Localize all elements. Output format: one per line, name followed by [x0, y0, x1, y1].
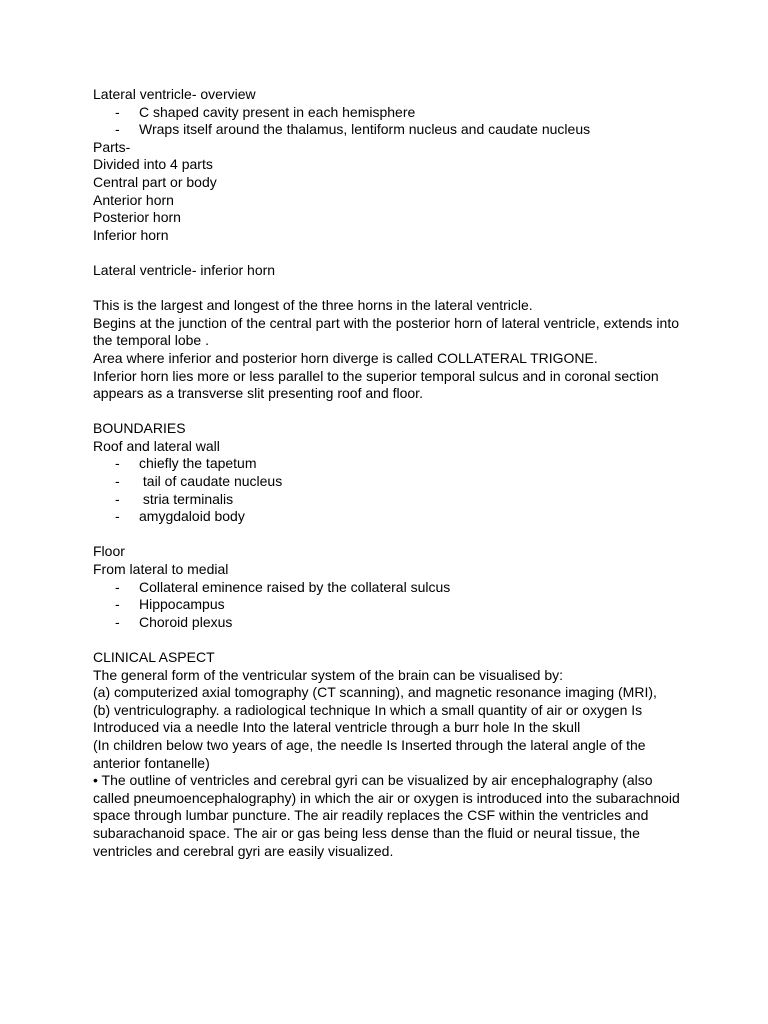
list-item [93, 508, 683, 526]
overview-bullet: C shaped cavity present in each hemisphere [139, 103, 416, 120]
spacer [93, 280, 683, 298]
clinical-heading: CLINICAL ASPECT [93, 649, 215, 665]
parts-heading: Parts- [93, 138, 131, 155]
list-item [93, 473, 683, 491]
parts-line: Posterior horn [93, 209, 181, 226]
parts-line: Divided into 4 parts [93, 156, 213, 173]
clinical-paragraph: The general form of the ventricular system of the brain can be visualised by: [93, 666, 564, 683]
list-item [93, 491, 683, 509]
spacer [93, 631, 683, 649]
bullet-marker: - [115, 490, 120, 507]
document-page [93, 86, 683, 860]
spacer [93, 526, 683, 544]
spacer [93, 244, 683, 262]
floor-bullet: Hippocampus [139, 596, 225, 613]
parts-line: Anterior horn [93, 191, 174, 208]
clinical-paragraph: (b) ventriculography. a radiological technique In which a small quantity of air or oxygen Is Introduced via a needle Into the lateral ventricle through a burr hole In the skull [93, 701, 643, 736]
list-item [93, 455, 683, 473]
list-item [93, 579, 683, 597]
overview-bullet: Wraps itself around the thalamus, lentiform nucleus and caudate nucleus [139, 121, 591, 138]
boundaries-heading: BOUNDARIES [93, 420, 186, 437]
bullet-marker: - [115, 473, 120, 490]
spacer [93, 403, 683, 421]
bullet-marker: - [115, 455, 120, 472]
floor-heading: Floor [93, 543, 125, 560]
bullet-marker: - [115, 578, 120, 595]
floor-subheading: From lateral to medial [93, 561, 229, 578]
list-item [93, 596, 683, 614]
floor-bullet: Collateral eminence raised by the collateral sulcus [139, 578, 451, 595]
list-item [93, 614, 683, 632]
bullet-marker: - [115, 613, 120, 630]
roof-bullet: amygdaloid body [139, 508, 245, 525]
roof-heading: Roof and lateral wall [93, 437, 220, 454]
inferior-horn-paragraph: This is the largest and longest of the three horns in the lateral ventricle. [93, 297, 533, 314]
bullet-marker: - [115, 596, 120, 613]
bullet-marker: - [115, 103, 120, 120]
list-item [93, 121, 683, 139]
inferior-horn-paragraph: Area where inferior and posterior horn diverge is called COLLATERAL TRIGONE. [93, 349, 598, 366]
parts-line: Central part or body [93, 173, 217, 190]
clinical-paragraph: (a) computerized axial tomography (CT scanning), and magnetic resonance imaging (MRI), [93, 684, 657, 701]
overview-title: Lateral ventricle- overview [93, 86, 256, 102]
inferior-horn-paragraph: Begins at the junction of the central part with the posterior horn of lateral ventricle, extends into the temporal lobe . [93, 314, 679, 349]
bullet-marker: - [115, 508, 120, 525]
bullet-marker: - [115, 121, 120, 138]
roof-bullet: stria terminalis [139, 490, 234, 507]
roof-bullet: chiefly the tapetum [139, 455, 257, 472]
parts-line: Inferior horn [93, 226, 169, 243]
floor-bullet: Choroid plexus [139, 613, 233, 630]
roof-bullet: tail of caudate nucleus [139, 473, 283, 490]
list-item [93, 104, 683, 122]
clinical-paragraph: • The outline of ventricles and cerebral gyri can be visualized by air encephalography (also called pneumoencephalography) in which the air or oxygen is introduced into the subarachnoid space through lumbar puncture. The air readily replaces the CSF within the ventricles and subarachanoid space. The air or gas being less dense than the fluid or neural tissue, the ventricles and cerebral gyri are easily visualized. [93, 772, 680, 859]
clinical-paragraph: (In children below two years of age, the needle Is Inserted through the lateral angle of the anterior fontanelle) [93, 736, 646, 771]
inferior-horn-title: Lateral ventricle- inferior horn [93, 261, 276, 278]
inferior-horn-paragraph: Inferior horn lies more or less parallel to the superior temporal sulcus and in coronal section appears as a transverse slit presenting roof and floor. [93, 367, 659, 402]
